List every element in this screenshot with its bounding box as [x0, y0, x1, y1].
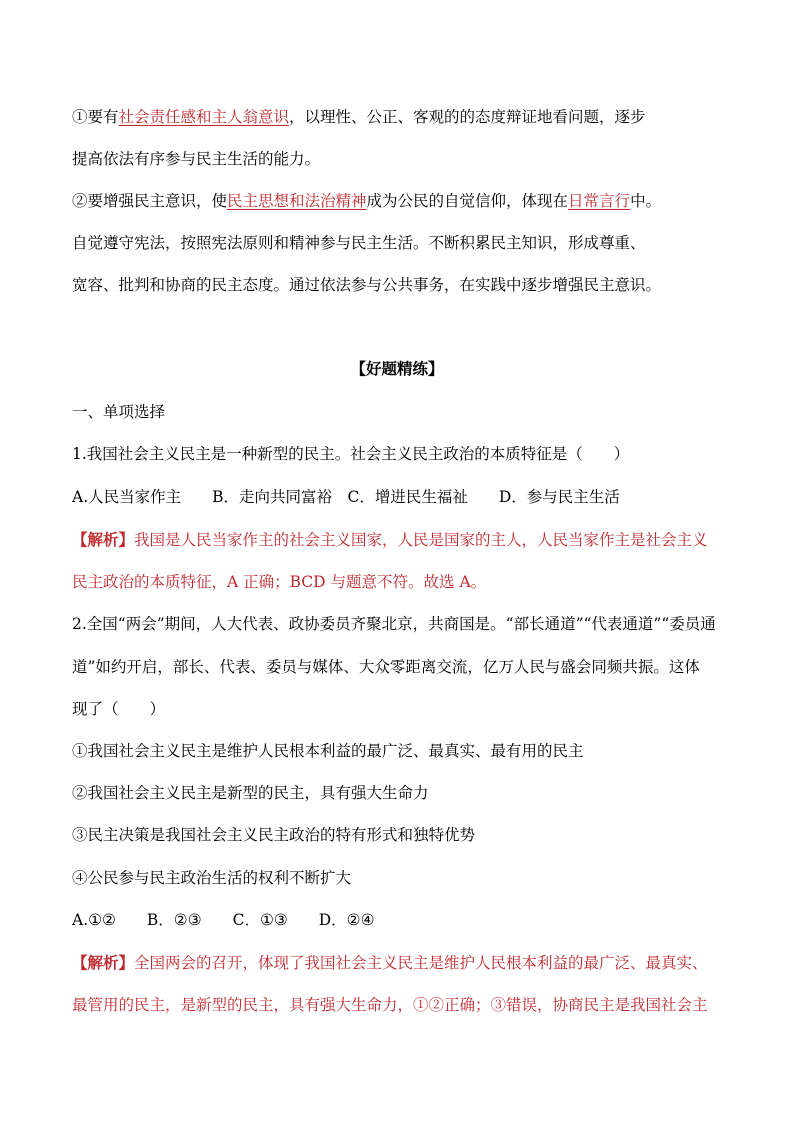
question-1-analysis-line-1: [72, 529, 732, 551]
analysis-text-continued: ；③错误，协商民主是我国社会主: [475, 996, 708, 1014]
intro-paragraph-2-line-3: 宽容、批判和协商的民主态度。通过依法参与公共事务，在实践中逐步增强民主意识。: [72, 276, 662, 294]
intro-p2-text-c: 中。: [630, 192, 662, 210]
analysis-text: 全国两会的召开，体现了我国社会主义民主是维护人民根本利益的最广泛、最真实、: [134, 954, 708, 972]
underlined-keyphrase: 社会责任感和主人翁意识: [118, 108, 290, 126]
intro-p2-text-b: 成为公民的自觉信仰，体现在: [366, 192, 569, 210]
analysis-text: 最管用的民主，是新型的民主，具有强大生命力，①②正确: [72, 996, 476, 1014]
question-2-analysis-line-1: [72, 952, 732, 974]
intro-p2-text-a: ②要增强民主意识，使: [72, 192, 228, 210]
analysis-tag: 【解析】: [72, 530, 135, 549]
question-2-stem-line-2: 道”如约开启，部长、代表、委员与媒体、大众零距离交流，亿万人民与盛会同频共振。这体: [72, 658, 700, 676]
question-2-stem-line-3: 现了（ ）: [72, 700, 166, 718]
intro-paragraph-1-line-1: [72, 106, 732, 128]
intro-paragraph-2-line-1: [72, 190, 732, 212]
intro-p1-text-a: ①要有: [72, 108, 119, 126]
analysis-tag: 【解析】: [72, 953, 135, 972]
intro-paragraph-1-line-2: 提高依法有序参与民主生活的能力。: [72, 150, 321, 168]
question-2-item-2: ②我国社会主义民主是新型的民主，具有强大生命力: [72, 784, 429, 802]
question-1-options: A.人民当家作主 B．走向共同富裕 C．增进民生福祉 D．参与民主生活: [72, 488, 620, 506]
subsection-title: 一、单项选择: [72, 403, 166, 421]
underlined-keyphrase: 日常言行: [568, 192, 631, 210]
analysis-text: 我国是人民当家作主的社会主义国家，人民是国家的主人，人民当家作主是社会主义: [134, 531, 708, 549]
question-1-analysis-line-2: 民主政治的本质特征，A 正确；BCD 与题意不符。故选 A。: [72, 573, 487, 591]
question-1-stem: 1.我国社会主义民主是一种新型的民主。社会主义民主政治的本质特征是（ ）: [72, 445, 630, 463]
underlined-keyphrase: 民主思想和法治精神: [227, 192, 367, 210]
section-title: 【好题精练】: [350, 359, 444, 378]
intro-paragraph-2-line-2: 自觉遵守宪法，按照宪法原则和精神参与民主生活。不断积累民主知识，形成尊重、: [72, 234, 646, 252]
question-2-item-3: ③民主决策是我国社会主义民主政治的特有形式和独特优势: [72, 826, 476, 844]
intro-p1-text-b: ，以理性、公正、客观的的态度辩证地看问题，逐步: [289, 108, 646, 126]
question-2-item-4: ④公民参与民主政治生活的权利不断扩大: [72, 869, 352, 887]
question-2-item-1: ①我国社会主义民主是维护人民根本利益的最广泛、最真实、最有用的民主: [72, 742, 584, 760]
question-2-options: A.①② B．②③ C．①③ D．②④: [72, 911, 375, 929]
question-2-stem-line-1: 2.全国“两会”期间，人大代表、政协委员齐聚北京，共商国是。“部长通道”“代表通道”“委员通: [72, 615, 716, 633]
question-2-analysis-line-2: [72, 994, 732, 1016]
